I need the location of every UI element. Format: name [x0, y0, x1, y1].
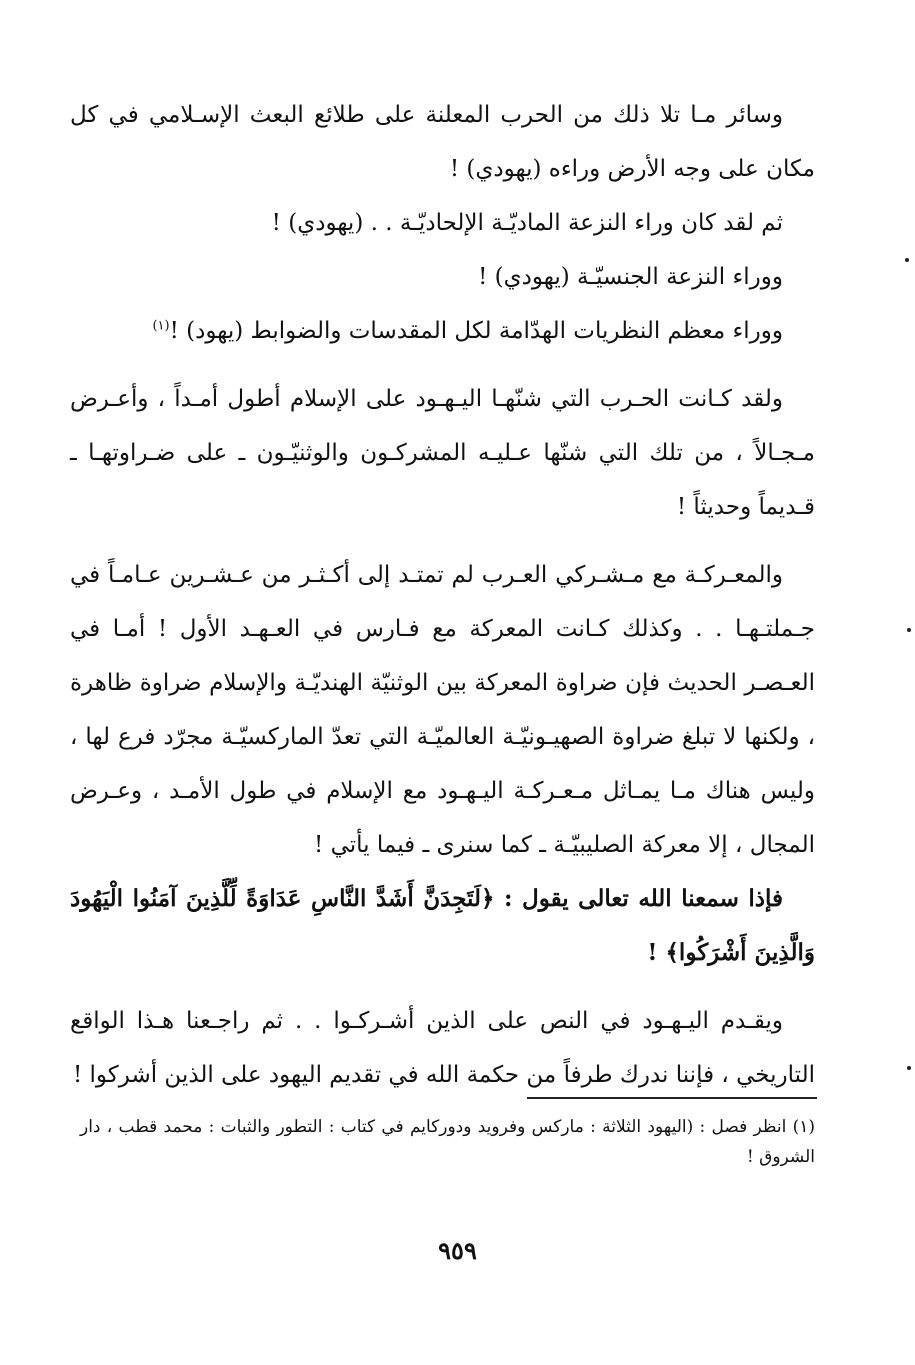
margin-mark: [907, 628, 911, 632]
paragraph-7-quran: فإذا سمعنا الله تعالى يقول : ﴿لَتَجِدَنَّ أَشَدَّ النَّاسِ عَدَاوَةً لِّلَّذِينَ آمَنُوا الْيَهُودَ وَالَّذِينَ أَشْرَكُوا﴾ !: [70, 885, 815, 966]
paragraph-4: [70, 304, 815, 358]
paragraph-5: ولقد كـانت الحـرب التي شنّهـا اليـهـود على الإسلام أطول أمـداً ، وأعـرض مـجـالاً ، من تلك التي شنّها عـليـه المشركـون والوثنيّـون ـ على ضـراوتهـا ـ قـديماً وحديثاً !: [70, 386, 815, 520]
margin-mark: [907, 1066, 911, 1070]
paragraph-6: والمعـركـة مع مـشـركي العـرب لم تمتـد إلى أكـثـر من عـشـرين عـامـاً في جـملتـهـا . . وكذلك كـانت المعركة مع فـارس في العـهـد الأول ! أمـا في العـصـر الحديث فإن ضراوة المعركة بين الوثنيّة الهنديّـة والإسلام ضراوة ظاهرة ، ولكنها لا تبلغ ضراوة الصهيـونيّـة العالميّـة التي تعدّ الماركسيّـة مجرّد فرع لها ، وليس هناك مـا يمـاثل مـعـركـة اليـهـود مع الإسلام في طول الأمـد ، وعـرض المجال ، إلا معركة الصليبيّـة ـ كما سنرى ـ فيما يأتي !: [70, 562, 815, 858]
footnote: (١) انظر فصل : (اليهود الثلاثة : ماركس وفرويد ودوركايم في كتاب : التطور والثبات : محمد قطب ، دار الشروق !: [80, 1117, 815, 1167]
paragraph-2: ثم لقد كان وراء النزعة الماديّـة الإلحاديّـة . . (يهودي) !: [271, 210, 783, 236]
footnote-ref: (١): [152, 318, 170, 334]
paragraph-4-text: ووراء معظم النظريات الهدّامة لكل المقدسات والضوابط (يهود) !: [169, 318, 783, 344]
paragraph-3: ووراء النزعة الجنسيّـة (يهودي) !: [478, 264, 783, 290]
page-number: ٩٥٩: [438, 1236, 477, 1265]
main-text: [70, 88, 815, 1102]
paragraph-8: ويقـدم اليـهـود في النص على الذين أشـركـوا . . ثم راجـعنا هـذا الواقع التاريخي ، فإننا ندرك طرفاً من حكمة الله في تقديم اليهود على الذين أشركوا !: [70, 1008, 815, 1088]
footnote-divider: [527, 1097, 817, 1099]
margin-mark: [905, 258, 909, 262]
paragraph-1: وسائر مـا تلا ذلك من الحرب المعلنة على طلائع البعث الإسـلامي في كل مكان على وجه الأرض وراءه (يهودي) !: [70, 102, 815, 182]
